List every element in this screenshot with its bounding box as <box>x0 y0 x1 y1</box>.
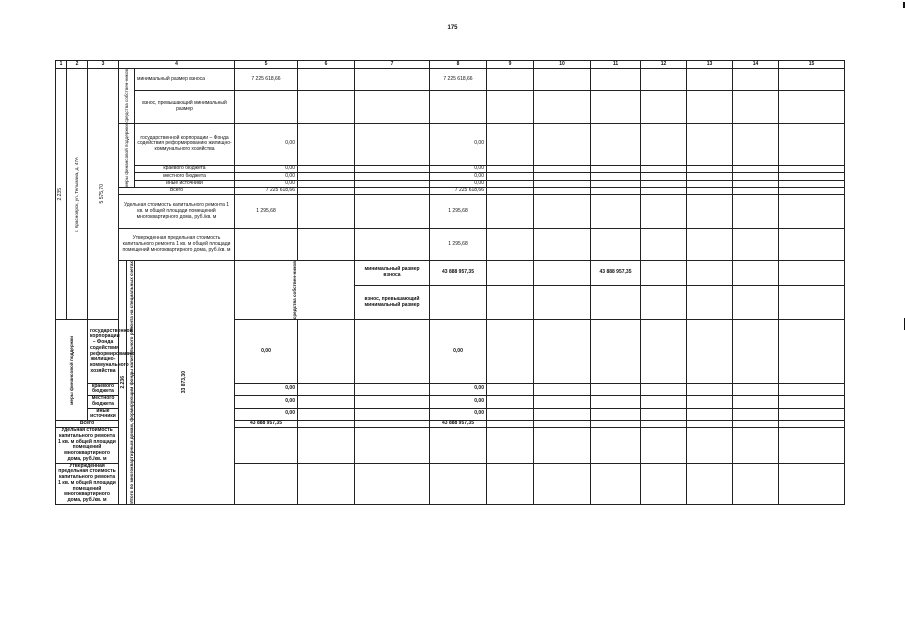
other-sources-col5: 0,00 <box>235 180 298 187</box>
total-col8: 7 225 618,66 <box>430 188 487 195</box>
col-header: 8 <box>430 61 487 69</box>
owner-funds-group <box>119 69 135 124</box>
unit-cost-label: Удельная стоимость капитального ремонта 1 кв. м общей площади помещений многоквартирного дома, руб./кв. м <box>119 195 235 229</box>
regional-budget-col5: 0,00 <box>235 383 298 396</box>
table-row <box>56 188 845 195</box>
local-budget-label: местного бюджета <box>135 173 235 180</box>
area-cell <box>88 69 119 320</box>
unit-cost-col5: 1 295,68 <box>235 195 298 229</box>
col-header: 10 <box>534 61 591 69</box>
table-row <box>56 69 845 91</box>
unit-cost-col8: 1 295,68 <box>430 195 487 229</box>
local-budget-col5: 0,00 <box>235 173 298 180</box>
header-row <box>56 61 845 69</box>
col-header: 6 <box>298 61 355 69</box>
fund-label: государственной корпорации – Фонда содействия реформированию жилищно-коммунального хозяйства <box>135 123 235 165</box>
other-sources-col8: 0,00 <box>430 180 487 187</box>
support-group <box>56 320 88 421</box>
min-contribution-col8: 7 225 618,66 <box>430 69 487 91</box>
min-contribution-col5: 7 225 618,66 <box>235 69 298 91</box>
col-header: 14 <box>733 61 779 69</box>
table-row <box>56 195 845 229</box>
min-contribution-label: минимальный размер взноса <box>135 69 235 91</box>
regional-budget-col5: 0,00 <box>235 166 298 173</box>
regional-budget-col8: 0,00 <box>430 383 487 396</box>
row-number-cell <box>119 261 127 505</box>
address: г. Красноярск, ул. Тельмана, д. 47А <box>74 156 80 232</box>
owner-funds-label: средства собствен-ников <box>123 69 129 123</box>
local-budget-label: местного бюджета <box>88 396 119 409</box>
address-cell <box>67 69 88 320</box>
local-budget-col8: 0,00 <box>430 173 487 180</box>
min-contribution-col5: 43 888 957,35 <box>430 261 487 285</box>
table-row <box>56 123 845 165</box>
col-header: 13 <box>687 61 733 69</box>
col-header: 2 <box>67 61 88 69</box>
min-contribution-col8: 43 888 957,35 <box>591 261 641 285</box>
other-sources-col8: 0,00 <box>430 408 487 421</box>
total-label: Всего <box>119 188 235 195</box>
limit-cost-label: Утвержденная предельная стоимость капитального ремонта 1 кв. м общей площади помещений многоквартирного дома, руб./кв. м <box>56 463 119 504</box>
other-sources-label: иные источники <box>135 180 235 187</box>
total-col5: 7 225 618,66 <box>235 188 298 195</box>
row-number: 2.236 <box>120 376 126 389</box>
total-col8: 43 888 957,35 <box>430 421 487 428</box>
regional-budget-label: краевого бюджета <box>135 166 235 173</box>
col-header: 12 <box>641 61 687 69</box>
over-contribution-label: взнос, превышающий минимальный размер <box>355 285 430 320</box>
total-area: 5 575,70 <box>99 184 106 204</box>
support-label: меры финансовой поддержки <box>123 123 129 188</box>
fund-col5: 0,00 <box>235 123 298 165</box>
page-number: 175 <box>447 25 458 31</box>
col-header: 7 <box>355 61 430 69</box>
col-header: 3 <box>88 61 119 69</box>
limit-cost-col8: 1 295,68 <box>430 229 487 261</box>
support-label: меры финансовой поддержки <box>68 335 74 405</box>
col-header: 11 <box>591 61 641 69</box>
capital-repair-table <box>55 60 845 505</box>
regional-budget-label: краевого бюджета <box>88 383 119 396</box>
col-header: 9 <box>487 61 534 69</box>
support-group <box>119 123 135 188</box>
col-header: 15 <box>779 61 845 69</box>
other-sources-col5: 0,00 <box>235 408 298 421</box>
col-header: 5 <box>235 61 298 69</box>
area-cell <box>135 261 235 505</box>
fund-col8: 0,00 <box>430 123 487 165</box>
regional-budget-col8: 0,00 <box>430 166 487 173</box>
row-number: 2.235 <box>57 187 64 201</box>
min-contribution-label: минимальный размер взноса <box>355 261 430 285</box>
owner-funds-group <box>235 261 355 320</box>
fund-col8: 0,00 <box>430 320 487 383</box>
local-budget-col8: 0,00 <box>430 396 487 409</box>
address-cell <box>127 261 135 505</box>
col-header: 4 <box>119 61 235 69</box>
table-row <box>56 166 845 173</box>
col-header: 1 <box>56 61 67 69</box>
limit-cost-label: Утвержденная предельная стоимость капитального ремонта 1 кв. м общей площади помещений многоквартирного дома, руб./кв. м <box>119 229 235 261</box>
fund-col5: 0,00 <box>235 320 298 383</box>
total-label: Всего <box>56 421 119 428</box>
fund-label: государственной корпорации – Фонда содействия реформированию жилищно-коммунального хозяйства <box>88 320 119 383</box>
table-row <box>56 229 845 261</box>
address: Итого по многоквартирным домам, формирующим фонды капитального ремонта на специальных счетах <box>129 261 134 504</box>
local-budget-col5: 0,00 <box>235 396 298 409</box>
table-row <box>56 91 845 124</box>
table-row <box>56 261 845 285</box>
other-sources-label: иные источники <box>88 408 119 421</box>
total-col5: 43 888 957,35 <box>235 421 298 428</box>
owner-funds-label: средства собствен-ников <box>291 261 297 320</box>
total-area: 33 873,30 <box>180 371 187 394</box>
over-contribution-label: взнос, превышающий минимальный размер <box>135 91 235 124</box>
unit-cost-label: Удельная стоимость капитального ремонта 1 кв. м общей площади помещений многоквартирного дома, руб./кв. м <box>56 428 119 464</box>
row-number-cell <box>56 69 67 320</box>
